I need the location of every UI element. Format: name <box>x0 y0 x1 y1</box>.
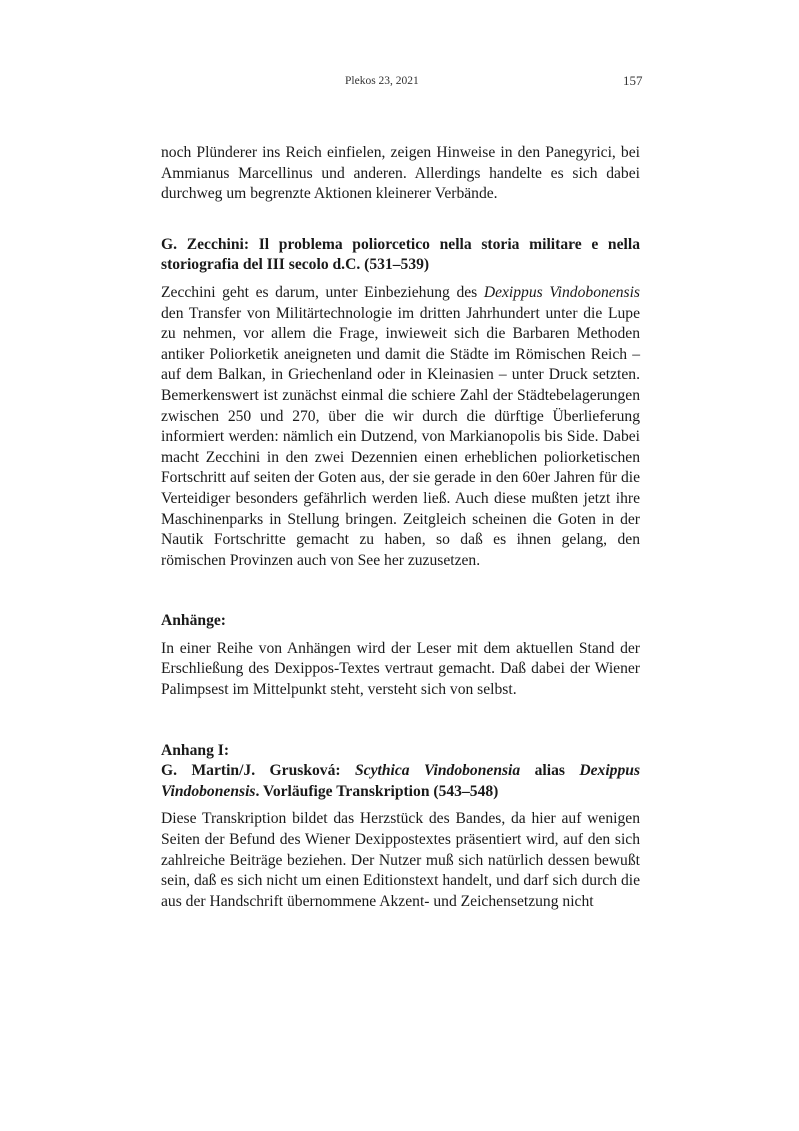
section-heading-anhaenge: Anhänge: <box>161 612 226 630</box>
section-heading-zecchini: G. Zecchini: Il problema poliorcetico nella storia militare e nella storiografia del III secolo d.C. (531–539) <box>161 235 640 274</box>
paragraph-anhang-1: Diese Transkription bildet das Herzstück des Bandes, da hier auf wenigen Seiten der Befund des Wiener Dexippostextes präsentiert wird, auf den sich zahlreiche Beiträge beziehen. Der Nutzer muß sich natürlich dessen bewußt sein, daß es sich nicht um einen Editionstext handelt, und darf sich durch die aus der Handschrift übernommene Akzent- und Zeichensetzung nicht <box>161 810 640 910</box>
section-label-anhang-1: Anhang I: <box>161 741 230 759</box>
paragraph-zecchini: Zecchini geht es darum, unter Einbeziehung des Dexippus Vindobonensis den Transfer von Militärtechnologie im dritten Jahrhundert unter die Lupe zu nehmen, vor allem die Frage, inwieweit sich die Barbaren Methoden antiker Poliorketik aneigneten und damit die Städte im Römischen Reich – auf dem Balkan, in Griechenland oder in Kleinasien – unter Druck setzten. Bemerkenswert ist zunächst einmal die schiere Zahl der Städtebelagerungen zwischen 250 und 270, über die wir durch die dürftige Überlieferung informiert werden: nämlich ein Dutzend, von Markianopolis bis Side. Dabei macht Zecchini in den zwei Dezennien einen erheblichen poliorketischen Fortschritt auf seiten der Goten aus, der sie gerade in den 60er Jahren für die Verteidiger besonders gefährlich werden ließ. Auch diese mußten jetzt ihre Maschinenparks in Stellung bringen. Zeitgleich scheinen die Goten in der Nautik Fortschritte gemacht zu haben, so daß es ihnen gelang, den römischen Provinzen auch von See her zuzusetzen. <box>161 283 640 569</box>
page-number: 157 <box>623 73 643 88</box>
paragraph-anhaenge: In einer Reihe von Anhängen wird der Leser mit dem aktuellen Stand der Erschließung des Dexippos-Textes vertraut gemacht. Daß dabei der Wiener Palimpsest im Mittelpunkt steht, versteht sich von selbst. <box>161 639 640 699</box>
italic-title: Scythica Vindobonensia <box>355 762 521 780</box>
page-body <box>161 143 640 912</box>
italic-title: Dexippus Vindobonensis <box>161 762 641 800</box>
section-heading-martin-gruskova: G. Martin/J. Grusková: Scythica Vindobonensia alias Dexippus Vindobonensis. Vorläufige Transkription (543–548) <box>161 762 641 800</box>
intro-paragraph: noch Plünderer ins Reich einfielen, zeigen Hinweise in den Panegyrici, bei Ammianus Marcellinus und anderen. Allerdings handelte es sich dabei durchweg um begrenzte Aktionen kleinerer Verbände. <box>161 144 640 203</box>
journal-citation: Plekos 23, 2021 <box>345 75 419 87</box>
italic-title: Dexippus Vindobonensis <box>483 283 640 301</box>
